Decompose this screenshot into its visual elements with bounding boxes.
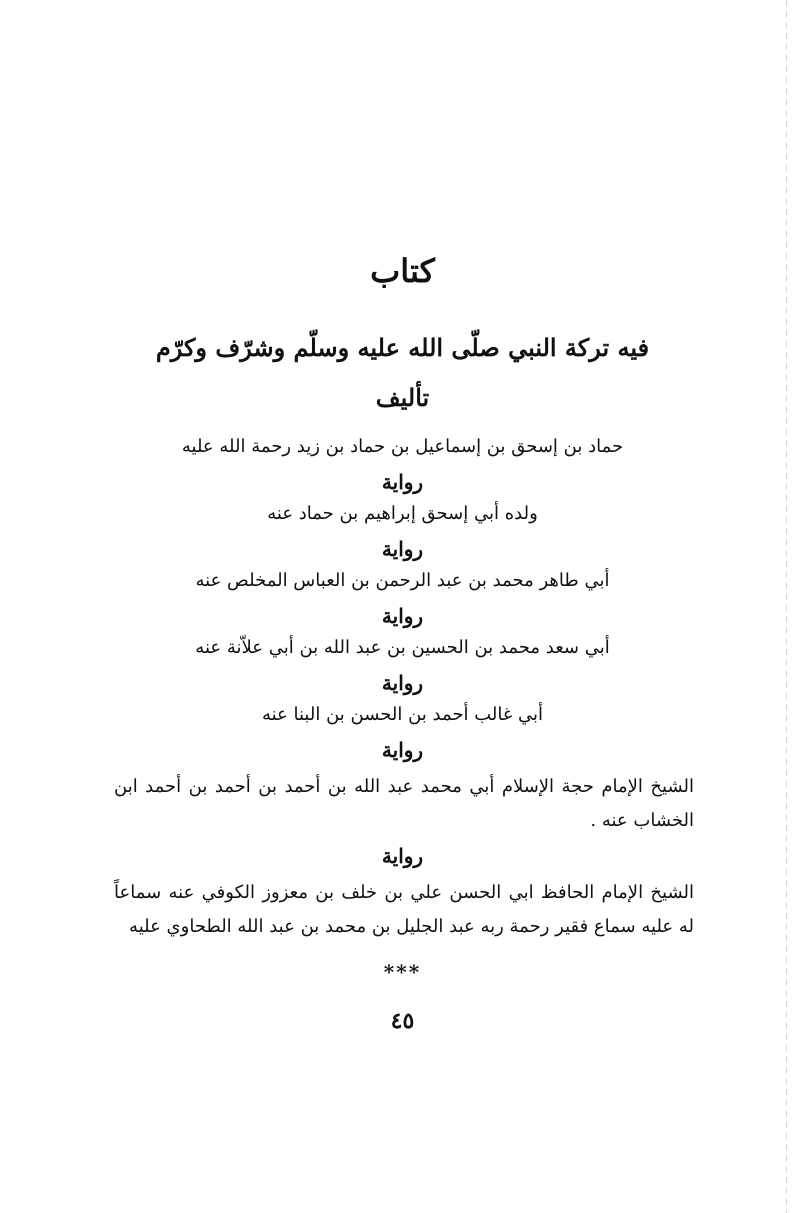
riwaya-label: رواية <box>381 470 424 494</box>
section-separator: *** <box>383 960 422 984</box>
author-line: حماد بن إسحق بن إسماعيل بن حماد بن زيد رحمة الله عليه <box>181 436 624 457</box>
book-subtitle: فيه تركة النبي صلّى الله عليه وسلّم وشرّف وكرّم <box>155 333 650 362</box>
book-title: كتاب <box>370 252 435 290</box>
riwaya-label: رواية <box>381 604 424 628</box>
riwaya-label: رواية <box>381 738 424 762</box>
narrator-line: ولده أبي إسحق إبراهيم بن حماد عنه <box>267 503 538 524</box>
page-number: ٤٥ <box>390 1008 415 1034</box>
riwaya-label: رواية <box>381 671 424 695</box>
authorship-label: تأليف <box>375 383 430 412</box>
narrator-line: أبي غالب أحمد بن الحسن بن البنا عنه <box>261 704 544 725</box>
riwaya-label: رواية <box>381 844 424 868</box>
narrator-line: أبي طاهر محمد بن عبد الرحمن بن العباس المخلص عنه <box>195 570 610 591</box>
riwaya-label: رواية <box>381 537 424 561</box>
narrator-paragraph: الشيخ الإمام حجة الإسلام أبي محمد عبد الله بن أحمد بن أحمد بن أحمد ابن الخشاب عنه . <box>114 776 694 831</box>
narrator-paragraph: الشيخ الإمام الحافظ ابي الحسن علي بن خلف بن معزوز الكوفي عنه سماعاً له عليه سماع فقير رحمة ربه عبد الجليل بن محمد بن عبد الله الطحاوي عليه <box>114 882 694 937</box>
narrator-line: أبي سعد محمد بن الحسين بن عبد الله بن أبي علاّنة عنه <box>195 637 610 658</box>
